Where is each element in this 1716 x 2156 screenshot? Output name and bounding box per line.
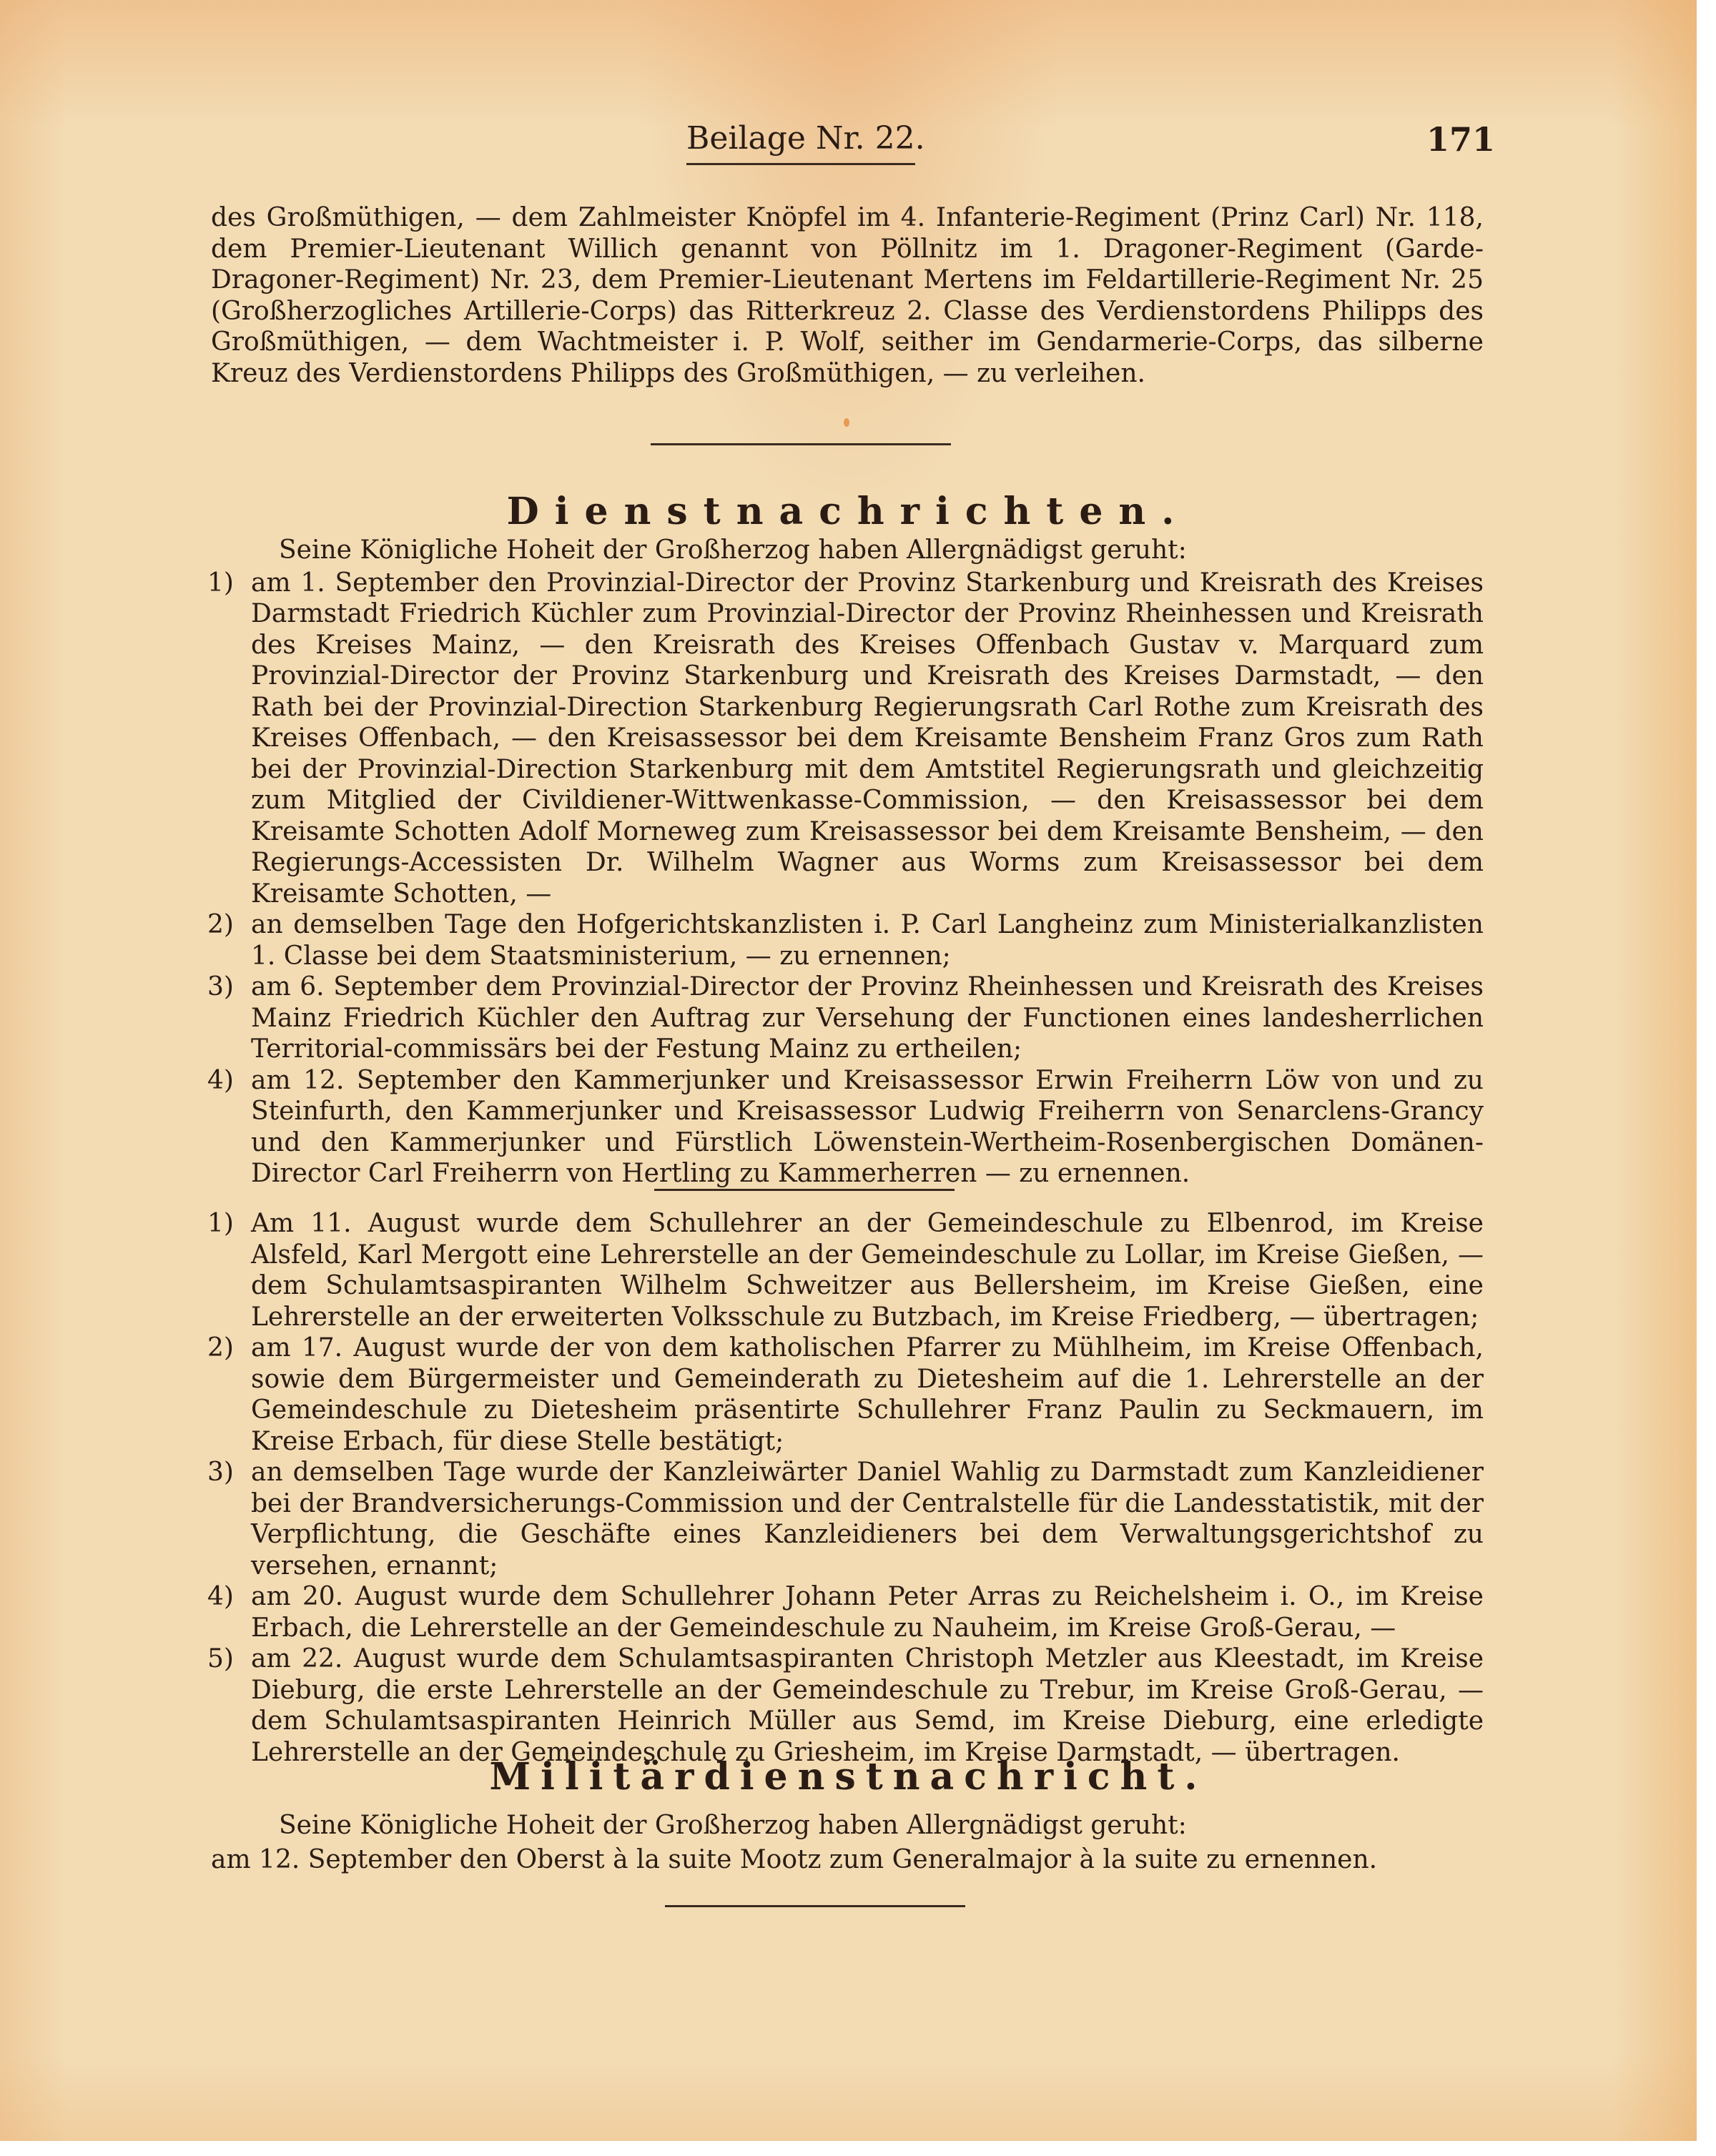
item-text: an demselben Tage den Hofgerichtskanzlisten i. P. Carl Langheinz zum Ministerialkanzlisten 1. Classe bei dem Staatsministerium, — zu ernennen;: [251, 910, 1484, 971]
item-number: 1): [207, 568, 234, 598]
ink-spot: [844, 418, 849, 427]
item-number: 4): [207, 1582, 234, 1611]
item-text: am 22. August wurde dem Schulamtsaspiranten Christoph Metzler aus Kleestadt, im Kreise Dieburg, die erste Lehrerstelle an der Gemeindeschule zu Trebur, im Kreise Groß-Gerau, — dem Schulamtsaspiranten Heinrich Müller aus Semd, im Kreise Dieburg, eine erledigte Lehrerstelle an der Gemeindeschule zu Griesheim, im Kreise Darmstadt, — übertragen.: [251, 1644, 1484, 1767]
item-number: 5): [207, 1644, 234, 1673]
list-item: [207, 1208, 1484, 1332]
item-number: 3): [207, 1458, 234, 1487]
list-item: [207, 1065, 1484, 1190]
list-item: [207, 568, 1484, 910]
militaerdienstnachricht-section: [211, 1810, 1484, 1875]
item-number: 3): [207, 972, 234, 1002]
item-text: am 12. September den Kammerjunker und Kreisassessor Erwin Freiherrn Löw von und zu Steinfurth, den Kammerjunker und Kreisassessor Ludwig Freiherrn von Senarclens-Grancy und den Kammerjunker und Fürstlich Löwenstein-Wertheim-Rosenbergischen Domänen-Director Carl Freiherrn von Hertling zu Kammerherren — zu ernennen.: [251, 1065, 1484, 1188]
section-divider-3: [665, 1905, 965, 1907]
supplement-title: Beilage Nr. 22.: [686, 120, 925, 157]
section-divider-1: [651, 443, 951, 445]
item-text: am 1. September den Provinzial-Director der Provinz Starkenburg und Kreisrath des Kreises Darmstadt Friedrich Küchler zum Provinzial-Director der Provinz Rheinhessen und Kreisrath des Kreises Mainz, — den Kreisrath des Kreises Offenbach Gustav v. Marquard zum Provinzial-Director der Provinz Starkenburg und Kreisrath des Kreises Darmstadt, — den Rath bei der Provinzial-Direction Starkenburg Regierungsrath Carl Rothe zum Kreisrath des Kreises Offenbach, — den Kreisassessor bei dem Kreisamte Bensheim Franz Gros zum Rath bei der Provinzial-Direction Starkenburg mit dem Amtstitel Regierungsrath und gleichzeitig zum Mitglied der Civildiener-Wittwenkasse-Commission, — den Kreisassessor bei dem Kreisamte Schotten Adolf Morneweg zum Kreisassessor bei dem Kreisamte Bensheim, — den Regierungs-Accessisten Dr. Wilhelm Wagner aus Worms zum Kreisassessor bei dem Kreisamte Schotten, —: [251, 568, 1484, 909]
item-text: am 17. August wurde der von dem katholischen Pfarrer zu Mühlheim, im Kreise Offenbach, sowie dem Bürgermeister und Gemeinderath zu Dietesheim auf die 1. Lehrerstelle an der Gemeindeschule zu Dietesheim präsentirte Schullehrer Franz Paulin zu Seckmauern, im Kreise Erbach, für diese Stelle bestätigt;: [251, 1333, 1484, 1456]
item-text: am 20. August wurde dem Schullehrer Johann Peter Arras zu Reichelsheim i. O., im Kreise Erbach, die Lehrerstelle an der Gemeindeschule zu Nauheim, im Kreise Groß-Gerau, —: [251, 1582, 1484, 1643]
item-number: 2): [207, 910, 234, 939]
preamble: Seine Königliche Hoheit der Großherzog haben Allergnädigst geruht:: [279, 535, 1187, 565]
item-text: am 6. September dem Provinzial-Director der Provinz Rheinhessen und Kreisrath des Kreises Mainz Friedrich Küchler den Auftrag zur Versehung der Functionen eines landesherrlichen Territorial-commissärs bei der Festung Mainz zu ertheilen;: [251, 972, 1484, 1064]
section-divider-2: [654, 1189, 955, 1191]
intro-paragraph: [211, 202, 1484, 389]
item-text: Am 11. August wurde dem Schullehrer an der Gemeindeschule zu Elbenrod, im Kreise Alsfeld, Karl Mergott eine Lehrerstelle an der Gemeindeschule zu Lollar, im Kreise Gießen, — dem Schulamtsaspiranten Wilhelm Schweitzer aus Bellersheim, im Kreise Gießen, eine Lehrerstelle an der erweiterten Volksschule zu Butzbach, im Kreise Friedberg, — übertragen;: [251, 1209, 1484, 1332]
list-item: [207, 1581, 1484, 1643]
page-number: 171: [1426, 120, 1496, 159]
section-heading-militaerdienstnachricht: Militärdienstnachricht.: [489, 1755, 1208, 1799]
military-appointment-text: am 12. September den Oberst à la suite Mootz zum Generalmajor à la suite zu ernennen.: [211, 1844, 1378, 1874]
dienstnachrichten-section: [207, 535, 1484, 1190]
list-item: [207, 1643, 1484, 1768]
item-number: 4): [207, 1065, 234, 1095]
item-text: an demselben Tage wurde der Kanzleiwärter Daniel Wahlig zu Darmstadt zum Kanzleidiener bei der Brandversicherungs-Commission und der Centralstelle für die Landesstatistik, mit der Verpflichtung, die Geschäfte eines Kanzleidieners bei dem Verwaltungsgerichtshof zu versehen, ernannt;: [251, 1458, 1484, 1581]
intro-paragraph-text: des Großmüthigen, — dem Zahlmeister Knöpfel im 4. Infanterie-Regiment (Prinz Carl) Nr. 118, dem Premier-Lieutenant Willich genannt von Pöllnitz im 1. Dragoner-Regiment (Garde-Dragoner-Regiment) Nr. 23, dem Premier-Lieutenant Mertens im Feldartillerie-Regiment Nr. 25 (Großherzogliches Artillerie-Corps) das Ritterkreuz 2. Classe des Verdienstordens Philipps des Großmüthigen, — dem Wachtmeister i. P. Wolf, seither im Gendarmerie-Corps, das silberne Kreuz des Verdienstordens Philipps des Großmüthigen, — zu verleihen.: [211, 203, 1484, 388]
preamble: Seine Königliche Hoheit der Großherzog haben Allergnädigst geruht:: [279, 1811, 1187, 1840]
list-item: [207, 971, 1484, 1065]
list-item: [207, 1332, 1484, 1457]
item-number: 2): [207, 1333, 234, 1363]
list-item: [207, 909, 1484, 971]
list-item: [207, 1457, 1484, 1581]
school-appointments-section: [207, 1208, 1484, 1768]
title-underline: [686, 163, 915, 165]
section-heading-dienstnachrichten: Dienstnachrichten.: [506, 490, 1190, 533]
item-number: 1): [207, 1209, 234, 1238]
